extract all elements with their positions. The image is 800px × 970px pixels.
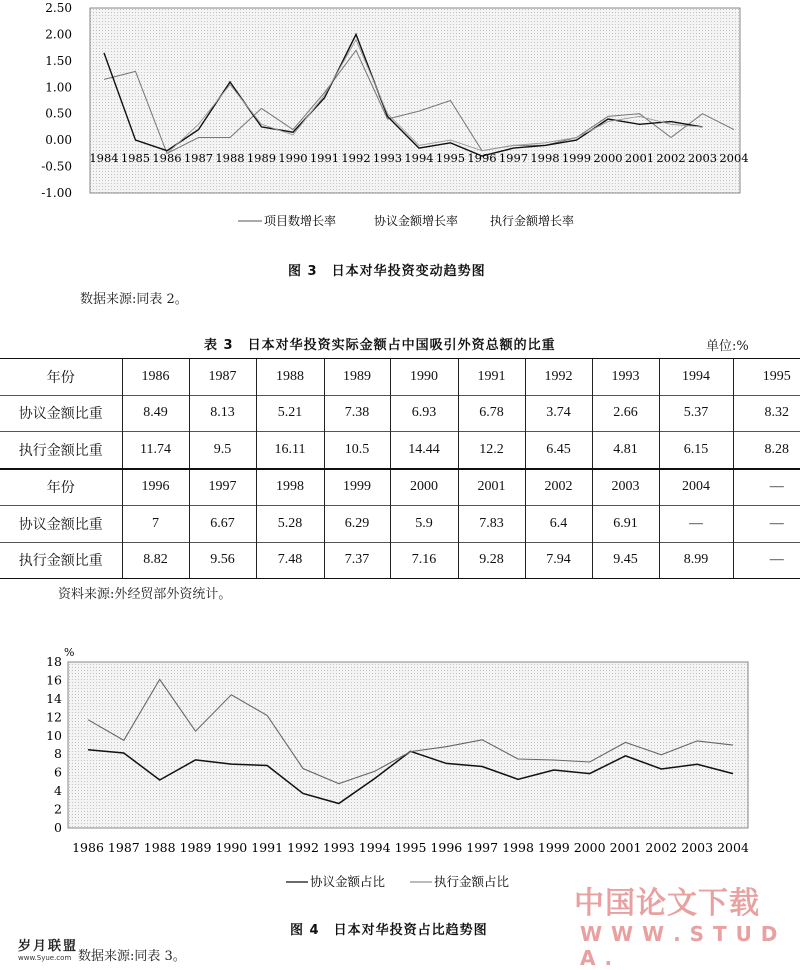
figure3-ytick-label: -0.50 — [41, 159, 72, 174]
figure3-ytick-label: 2.00 — [45, 27, 72, 42]
table3-cell: 7.83 — [458, 506, 525, 543]
legend-label-series1: 项目数增长率 — [264, 214, 337, 228]
table3-cell: 8.13 — [189, 395, 256, 432]
figure3-source-note: 数据来源:同表 2。 — [80, 292, 188, 307]
figure3-xtick-label: 2003 — [687, 151, 718, 166]
figure4-xtick-label: 1998 — [502, 840, 534, 855]
legend-label-series2: 协议金额增长率 — [374, 214, 459, 228]
table3-cell: 1987 — [189, 359, 256, 396]
figure3-xtick-label: 1985 — [120, 151, 151, 166]
table3-cell: — — [733, 506, 800, 543]
table3-cell: 2003 — [592, 469, 659, 506]
figure3-ytick-label: -1.00 — [41, 186, 72, 200]
table3-source-note: 资料来源:外经贸部外资统计。 — [58, 587, 232, 602]
watermark-right — [574, 878, 800, 970]
figure3-xtick-label: 1997 — [498, 151, 529, 166]
figure4-caption: 图 4 日本对华投资占比趋势图 — [290, 923, 488, 938]
figure4-xtick-label: 1995 — [394, 840, 427, 855]
table3-cell: 6.45 — [525, 432, 592, 469]
figure3-ytick-label: 1.50 — [45, 53, 72, 68]
figure4-xtick-label: 1993 — [322, 840, 355, 855]
figure4-ytick-label: 6 — [54, 764, 62, 780]
table3-cell: 7.48 — [256, 542, 324, 579]
table3-cell: 9.56 — [189, 542, 256, 579]
figure3-xtick-label: 1996 — [467, 151, 497, 166]
figure4-source-note: 数据来源:同表 3。 — [78, 949, 186, 964]
figure3-xtick-label: 2002 — [656, 151, 686, 166]
figure4-xtick-label: 2003 — [681, 840, 714, 855]
figure3-legend — [238, 213, 574, 228]
table3-cell: 8.49 — [122, 395, 189, 432]
figure4-xtick-label: 1988 — [143, 840, 176, 855]
figure3-ytick-label: 1.00 — [45, 80, 72, 95]
table3-cell: 14.44 — [390, 432, 458, 469]
table3-cell: 5.37 — [659, 395, 733, 432]
legend-label-series3: 执行金额增长率 — [490, 214, 575, 228]
table3-row — [0, 395, 800, 432]
table3-cell: 5.21 — [256, 395, 324, 432]
figure3-xtick-label: 1998 — [530, 151, 560, 166]
table3-cell: 1999 — [324, 469, 390, 506]
table3-cell: 1994 — [659, 359, 733, 396]
figure4-xtick-label: 1994 — [358, 840, 391, 855]
figure3-xtick-label: 1989 — [246, 151, 277, 166]
table3-row-header: 执行金额比重 — [0, 542, 122, 579]
figure4-ytick-label: 14 — [46, 690, 62, 706]
table3-row-header: 协议金额比重 — [0, 506, 122, 543]
table3-cell: 7.94 — [525, 542, 592, 579]
figure4-ylabel: % — [64, 646, 75, 659]
table3-cell: 2.66 — [592, 395, 659, 432]
figure3-xtick-label: 1999 — [561, 151, 592, 166]
figure4-xtick-label: 1990 — [215, 840, 248, 855]
table3-row — [0, 432, 800, 469]
table3-cell: 9.28 — [458, 542, 525, 579]
figure3-xtick-label: 1986 — [152, 151, 182, 166]
table3-cell: 7 — [122, 506, 189, 543]
table3-cell: 1988 — [256, 359, 324, 396]
table3-cell: 5.9 — [390, 506, 458, 543]
figure3-ytick-label: 2.50 — [45, 1, 72, 15]
table3-cell: 1991 — [458, 359, 525, 396]
table3 — [0, 358, 800, 579]
table3-cell: 6.93 — [390, 395, 458, 432]
table3-row — [0, 469, 800, 506]
table3-cell: 2004 — [659, 469, 733, 506]
figure3-xtick-label: 1992 — [341, 151, 371, 166]
watermark-left — [18, 935, 78, 962]
figure4-ytick-label: 2 — [54, 801, 62, 817]
table3-cell: 6.29 — [324, 506, 390, 543]
legend-label-series2: 执行金额占比 — [434, 874, 510, 889]
table3-row — [0, 359, 800, 396]
table3-cell: 6.15 — [659, 432, 733, 469]
table3-cell: 1989 — [324, 359, 390, 396]
table3-cell: 1992 — [525, 359, 592, 396]
figure4-plot-area — [68, 662, 748, 828]
table3-cell: — — [733, 542, 800, 579]
table3-cell: 2002 — [525, 469, 592, 506]
table3-row — [0, 542, 800, 579]
table3-cell: 8.99 — [659, 542, 733, 579]
table3-row-header: 年份 — [0, 469, 122, 506]
table3-cell: 16.11 — [256, 432, 324, 469]
figure4-xtick-label: 1997 — [466, 840, 499, 855]
table3-cell: — — [733, 469, 800, 506]
figure3-xtick-label: 2001 — [624, 151, 655, 166]
figure4-xtick-label: 1992 — [287, 840, 319, 855]
figure4-xtick-label: 2004 — [717, 840, 749, 855]
table3-cell: 1993 — [592, 359, 659, 396]
table3-title: 表 3 日本对华投资实际金额占中国吸引外资总额的比重 — [204, 338, 556, 353]
table3-cell: 6.4 — [525, 506, 592, 543]
watermark-right-url: W W W . S T U D A . — [580, 922, 779, 970]
figure4-xtick-label: 1987 — [107, 840, 140, 855]
table3-cell: 1997 — [189, 469, 256, 506]
figure3-plot-area — [90, 8, 740, 193]
table3-cell: 1995 — [733, 359, 800, 396]
figure4-ytick-label: 12 — [46, 709, 62, 725]
figure4-xtick-label: 1991 — [251, 840, 284, 855]
table3-cell: 7.16 — [390, 542, 458, 579]
figure4-xtick-label: 2002 — [645, 840, 678, 855]
table3-row-header: 执行金额比重 — [0, 432, 122, 469]
figure3-xtick-label: 1987 — [183, 151, 214, 166]
table3-row-header: 年份 — [0, 359, 122, 396]
figure4-xtick-label: 1996 — [430, 840, 463, 855]
figure3-xtick-label: 1993 — [372, 151, 403, 166]
table3-cell: 11.74 — [122, 432, 189, 469]
table3-row-header: 协议金额比重 — [0, 395, 122, 432]
table3-cell: 1996 — [122, 469, 189, 506]
figure3-xtick-label: 2004 — [719, 151, 749, 166]
figure4-ytick-label: 8 — [54, 746, 62, 762]
table3-cell: 1990 — [390, 359, 458, 396]
table3-cell: 8.82 — [122, 542, 189, 579]
table3-cell: 6.67 — [189, 506, 256, 543]
figure4-xtick-label: 1999 — [537, 840, 570, 855]
figure4-ytick-label: 16 — [46, 672, 62, 688]
figure3-xtick-label: 2000 — [593, 151, 623, 166]
figure3-xtick-label: 1990 — [278, 151, 308, 166]
watermark-left-logo: 岁月联盟 — [18, 939, 79, 954]
legend-label-series1: 协议金额占比 — [310, 874, 386, 889]
table3-unit: 单位:% — [706, 339, 749, 354]
table3-cell: 3.74 — [525, 395, 592, 432]
table3-cell: 2000 — [390, 469, 458, 506]
figure3-xtick-label: 1984 — [89, 151, 119, 166]
figure4-xtick-label: 2001 — [609, 840, 642, 855]
figure4-ytick-label: 10 — [46, 727, 62, 743]
table3-cell: — — [659, 506, 733, 543]
table3-cell: 8.28 — [733, 432, 800, 469]
figure3-chart — [0, 0, 800, 250]
figure4-xtick-label: 1989 — [179, 840, 212, 855]
figure3-ytick-label: 0.00 — [45, 133, 72, 148]
table3-cell: 9.5 — [189, 432, 256, 469]
figure3-xtick-label: 1991 — [309, 151, 340, 166]
table3-row — [0, 506, 800, 543]
figure3-ytick-label: 0.50 — [45, 106, 72, 121]
figure4-xtick-label: 2000 — [573, 840, 606, 855]
table3-cell: 10.5 — [324, 432, 390, 469]
table3-cell: 6.78 — [458, 395, 525, 432]
figure3-xtick-label: 1995 — [435, 151, 466, 166]
figure4-chart — [0, 640, 800, 900]
watermark-left-url: www.Syue.com — [18, 954, 72, 962]
figure4-legend — [286, 874, 510, 889]
figure4-ytick-label: 0 — [54, 820, 62, 835]
table3-cell: 8.32 — [733, 395, 800, 432]
table3-cell: 1998 — [256, 469, 324, 506]
table3-cell: 9.45 — [592, 542, 659, 579]
table3-cell: 5.28 — [256, 506, 324, 543]
table3-cell: 12.2 — [458, 432, 525, 469]
table3-cell: 2001 — [458, 469, 525, 506]
table3-cell: 7.38 — [324, 395, 390, 432]
table3-cell: 7.37 — [324, 542, 390, 579]
figure3-xtick-label: 1994 — [404, 151, 434, 166]
table3-cell: 4.81 — [592, 432, 659, 469]
figure4-ytick-label: 4 — [54, 783, 62, 799]
figure3-caption: 图 3 日本对华投资变动趋势图 — [288, 264, 486, 279]
table3-cell: 6.91 — [592, 506, 659, 543]
figure4-ytick-label: 18 — [46, 654, 62, 669]
figure3-xtick-label: 1988 — [215, 151, 245, 166]
watermark-right-title: 中国论文下载 — [574, 886, 760, 921]
table3-cell: 1986 — [122, 359, 189, 396]
figure4-xtick-label: 1986 — [72, 840, 104, 855]
